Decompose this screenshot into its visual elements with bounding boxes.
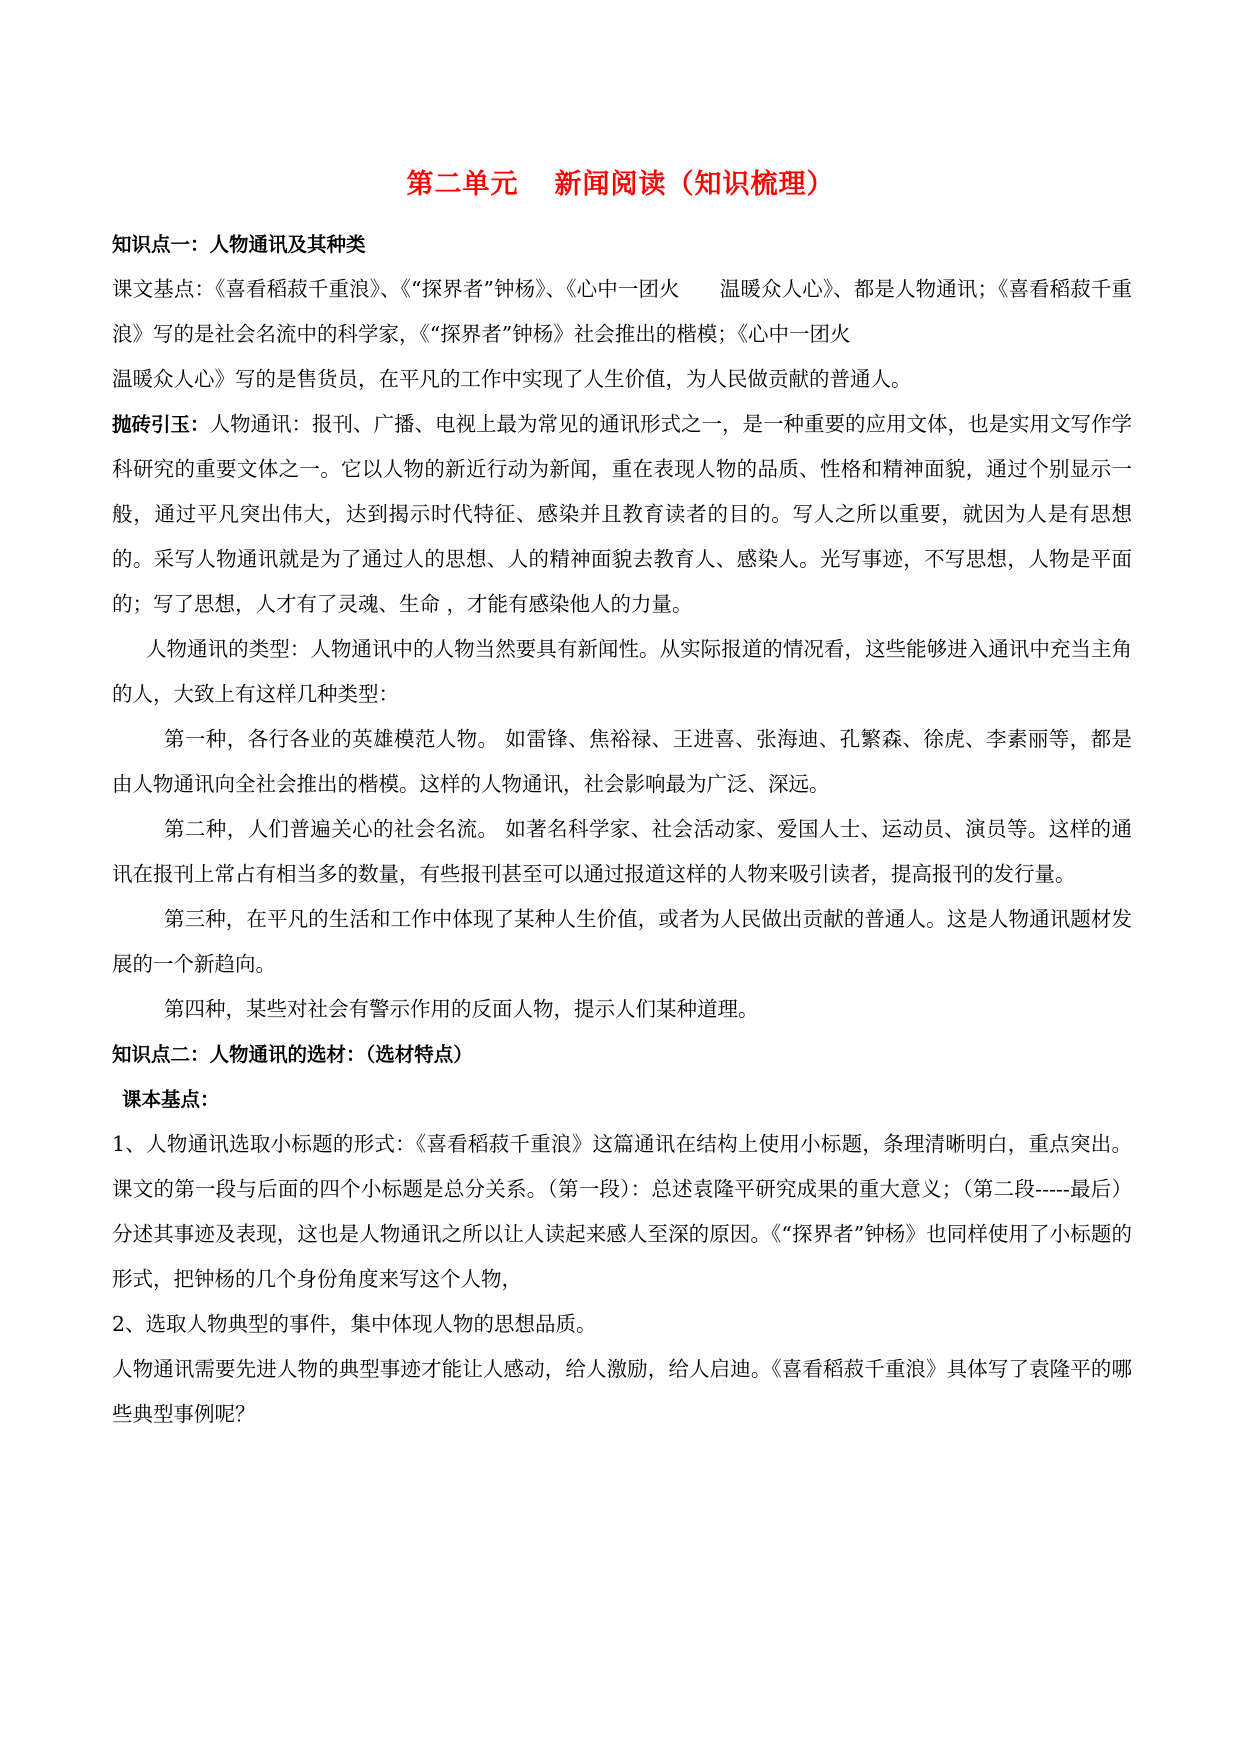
basis-label: 课文基点： [112,277,216,301]
title-subject: 新闻阅读（知识梳理） [554,169,835,200]
type2-paragraph: 第二种，人们普遍关心的社会名流。 如著名科学家、社会活动家、爱国人士、运动员、演员等。这样的通讯在报刊上常占有相当多的数量，有些报刊甚至可以通过报道这样的人物来吸引读者，提高报刊的发行量。 [112,817,1132,886]
basis-paragraph [112,267,1132,402]
item1-paragraph: 1、人物通讯选取小标题的形式：《喜看稻菽千重浪》这篇通讯在结构上使用小标题，条理清晰明白，重点突出。课文的第一段与后面的四个小标题是总分关系。（第一段）：总述袁隆平研究成果的重大意义；（第二段-----最后）分述其事迹及表现，这也是人物通讯之所以让人读起来感人至深的原因。《“探界者”钟杨》也同样使用了小标题的形式，把钟杨的几个身份角度来写这个人物， [112,1132,1132,1291]
basis-text-c: 温暖众人心》写的是售货员，在平凡的工作中实现了人生价值，为人民做贡献的普通人。 [112,367,912,391]
document-body [112,222,1132,1437]
basis-text-b: 温暖众人心》、都是人物通讯；《喜看稻菽千重浪》写的是社会名流中的科学家，《“探界者”钟杨》社会推出的楷模；《心中一团火 [112,277,1133,346]
title-unit: 第二单元 [406,169,519,200]
section2-subheading: 课本基点： [122,1088,220,1111]
type1-paragraph: 第一种，各行各业的英雄模范人物。 如雷锋、焦裕禄、王进喜、张海迪、孔繁森、徐虎、李素丽等，都是由人物通讯向全社会推出的楷模。这样的人物通讯，社会影响最为广泛、深远。 [112,727,1132,796]
intro-label: 抛砖引玉： [112,413,210,436]
intro-text: 人物通讯：报刊、广播、电视上最为常见的通讯形式之一，是一种重要的应用文体，也是实用文写作学科研究的重要文体之一。它以人物的新近行动为新闻，重在表现人物的品质、性格和精神面貌，通过个别显示一般，通过平凡突出伟大，达到揭示时代特征、感染并且教育读者的目的。写人之所以重要，就因为人是有思想的。采写人物通讯就是为了通过人的思想、人的精神面貌去教育人、感染人。光写事迹，不写思想，人物是平面的；写了思想，人才有了灵魂、生命 ，才能有感染他人的力量。 [112,412,1133,616]
types-intro-paragraph: 人物通讯的类型：人物通讯中的人物当然要具有新闻性。从实际报道的情况看，这些能够进入通讯中充当主角的人，大致上有这样几种类型： [112,637,1132,706]
section2-heading: 知识点二：人物通讯的选材：（选材特点） [112,1043,473,1066]
type3-paragraph: 第三种，在平凡的生活和工作中体现了某种人生价值，或者为人民做出贡献的普通人。这是人物通讯题材发展的一个新趋向。 [112,907,1132,976]
basis-text-a: 《喜看稻菽千重浪》、《“探界者”钟杨》、《心中一团火 [215,277,680,301]
item2-paragraph: 2、选取人物典型的事件，集中体现人物的思想品质。 [112,1312,597,1336]
type4-paragraph: 第四种，某些对社会有警示作用的反面人物，提示人们某种道理。 [164,997,759,1021]
section1-heading: 知识点一：人物通讯及其种类 [112,233,366,256]
item2-detail-paragraph: 人物通讯需要先进人物的典型事迹才能让人感动，给人激励，给人启迪。《喜看稻菽千重浪》具体写了袁隆平的哪些典型事例呢？ [112,1357,1132,1426]
page-title [0,162,1241,201]
intro-paragraph [112,402,1132,627]
